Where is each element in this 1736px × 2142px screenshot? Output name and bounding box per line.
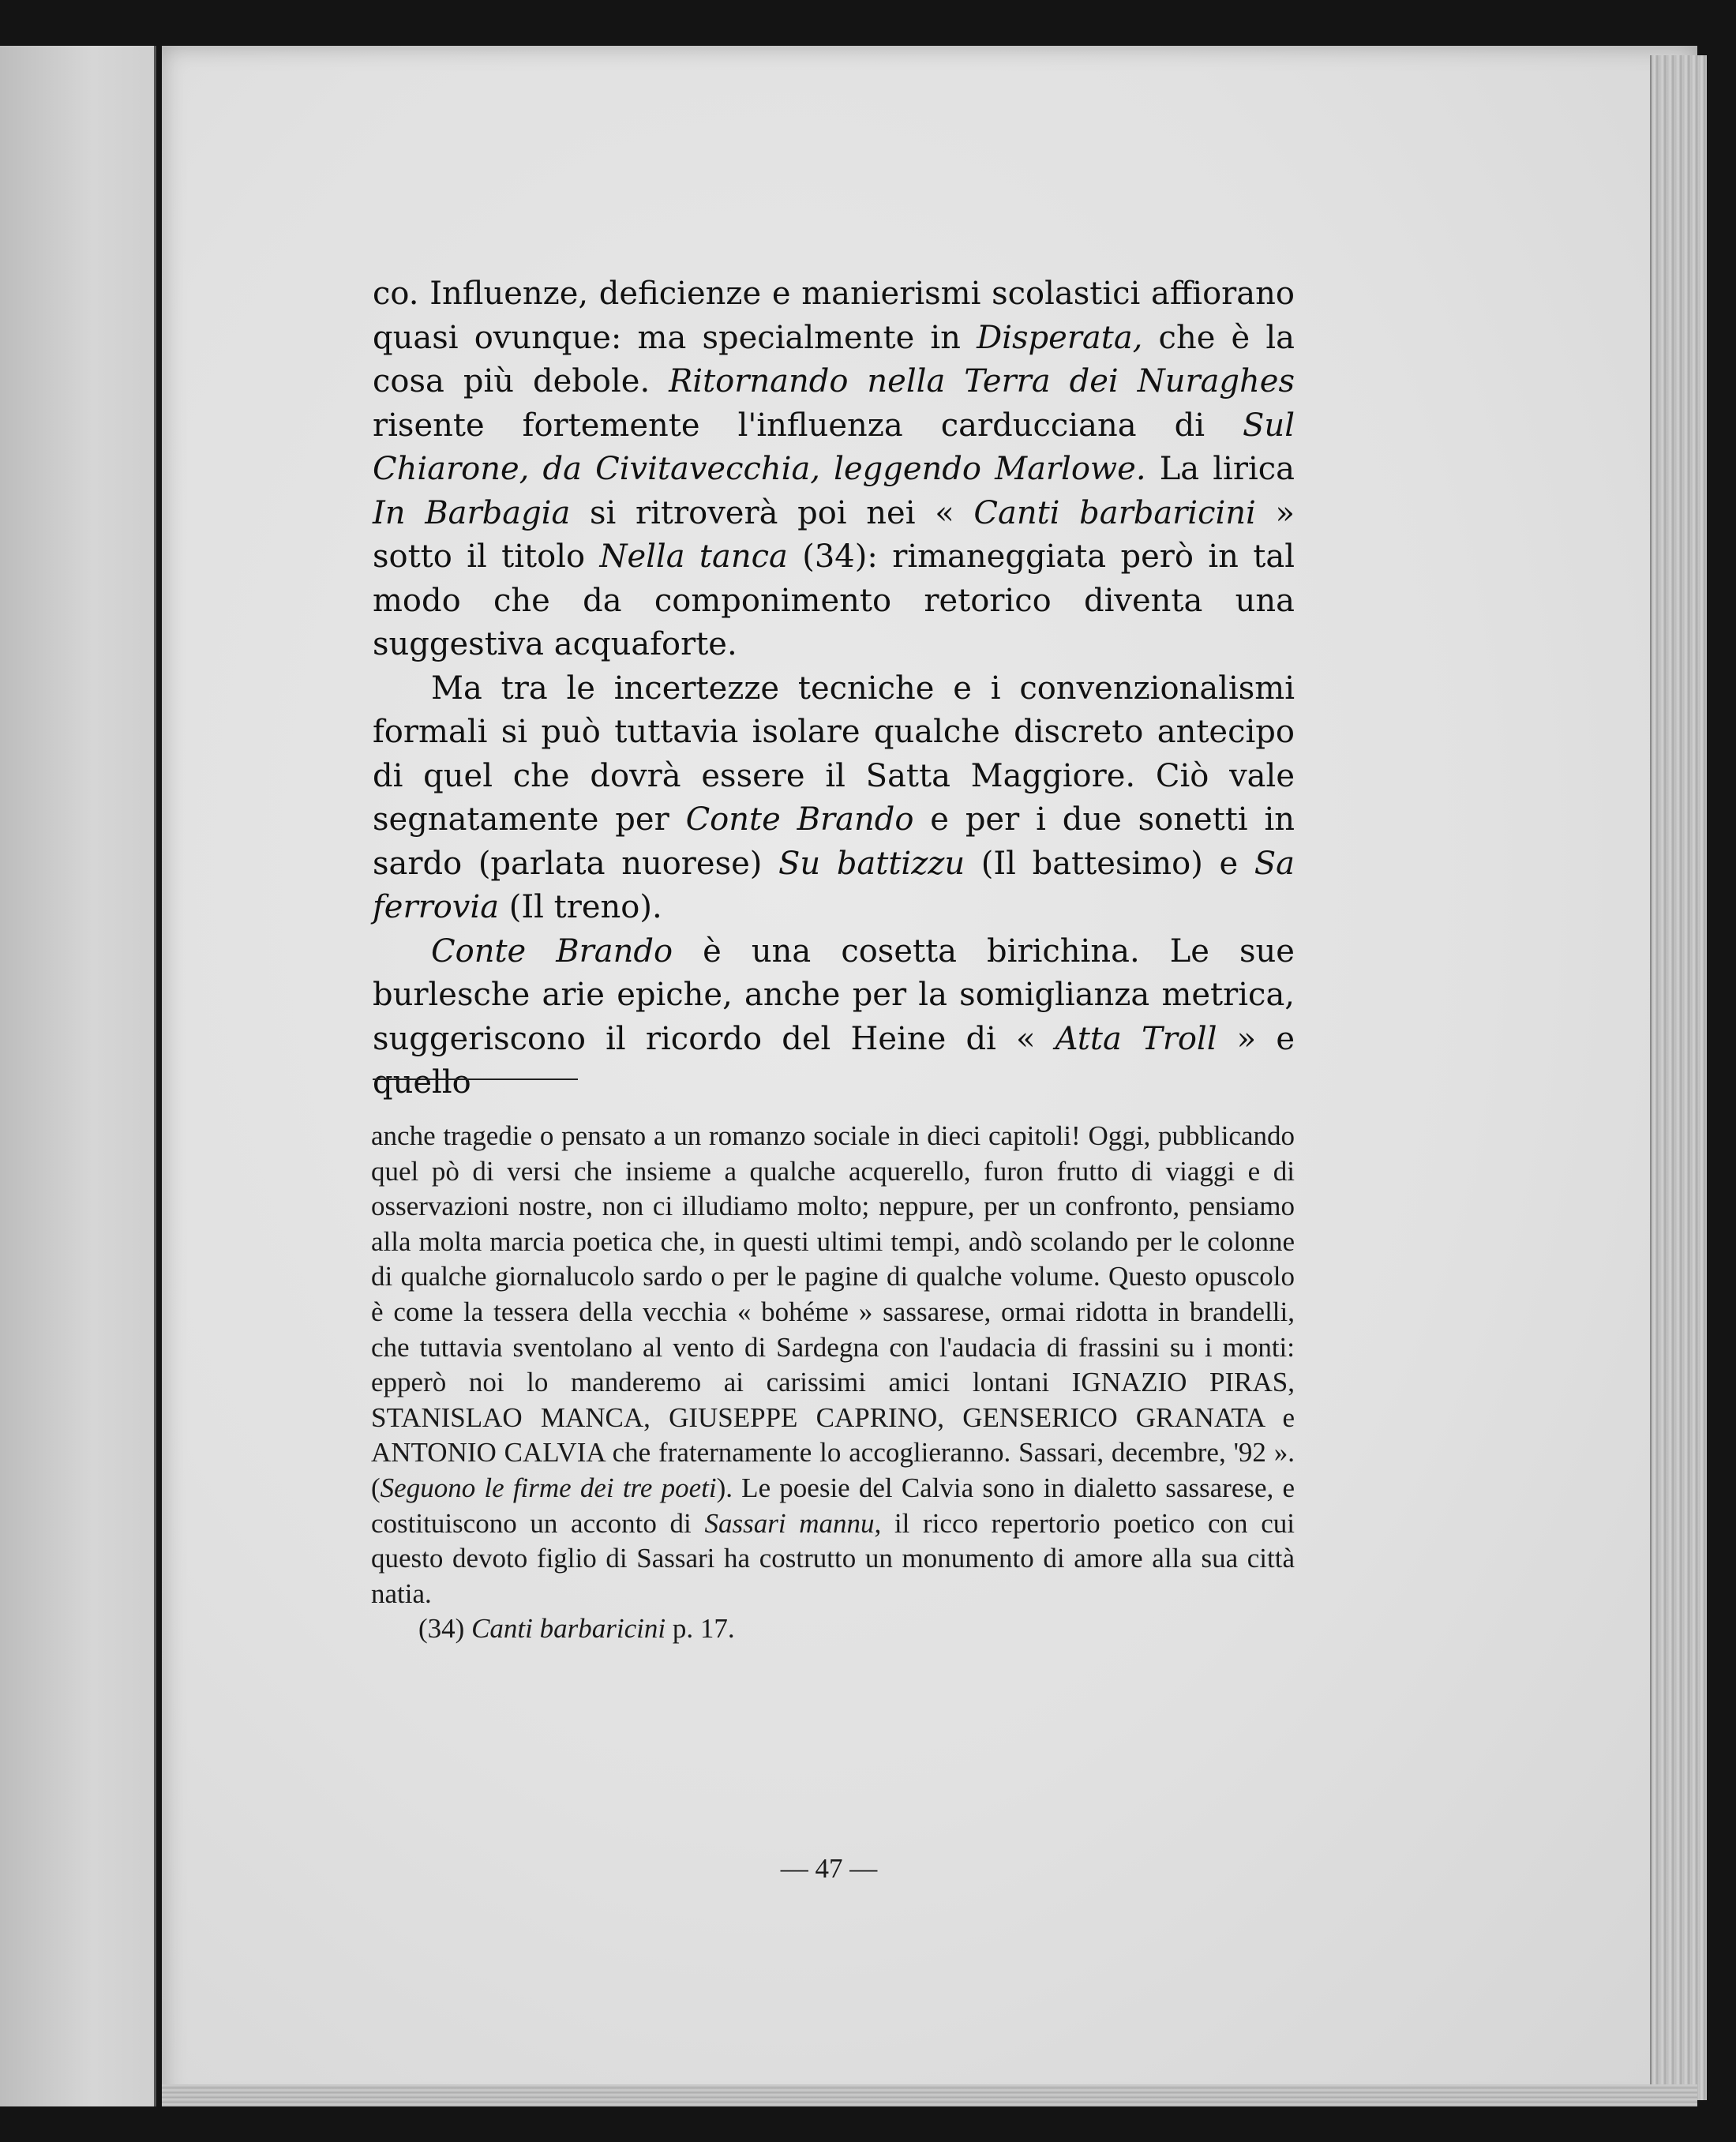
text-run: co. Influenze, deficienze e manierismi scolastici affiorano quasi ovunque: ma specialmente in: [373, 276, 1295, 356]
footnote-34: [371, 1611, 1295, 1647]
text-run: p. 17.: [666, 1613, 735, 1645]
footnotes: [371, 1119, 1295, 1647]
footnote-continuation: [371, 1119, 1295, 1611]
text-run: Ma tra le incertezze tecniche e i convenzionalismi formali si può tuttavia isolare qualche discreto antecipo di quel che dovrà essere il Satta Maggiore. Ciò vale segnatamente per: [373, 670, 1295, 838]
italic-title: Atta Troll: [1055, 1020, 1217, 1057]
paragraph-1: [373, 272, 1295, 667]
italic-title: Su battizzu: [778, 845, 965, 882]
text-run: ). Le poesie del Calvia sono in dialetto sassarese, e costituiscono un acconto di: [371, 1472, 1295, 1539]
text-run: (34): rimaneggiata però in tal modo che da componimento retorico diventa una suggestiva acquaforte.: [373, 538, 1295, 662]
text-run: La lirica: [1145, 451, 1295, 487]
text-run: » e quello: [373, 1020, 1295, 1101]
text-run: è una cosetta birichina. Le sue burlesche arie epiche, anche per la somiglianza metrica, suggeriscono il ricordo del Heine di «: [373, 932, 1295, 1057]
italic-title: Nella tanca: [599, 538, 788, 575]
italic-title: Disperata,: [977, 319, 1143, 356]
italic-title: Sul Chiarone, da Civitavecchia, leggendo Marlowe.: [373, 407, 1295, 487]
text-run: (Il treno).: [499, 889, 662, 925]
text-run: e per i due sonetti in sardo (parlata nuorese): [373, 801, 1295, 882]
previous-page-edge: [0, 46, 156, 2106]
text-run: anche tragedie o pensato a un romanzo sociale in dieci capitoli! Oggi, pubblicando quel pò di versi che insieme a qualche acquerello, furon frutto di viaggi e di osservazioni nostre, non ci illudiamo molto; neppure, per un confronto, pensiamo alla molta marcia poetica che, in questi ultimi tempi, andò scolando per le colonne di qualche giornalucolo sardo o per le pagine di qualche volume. Questo opuscolo è come la tessera della vecchia « bohéme » sassarese, ormai ridotta in brandelli, che tuttavia sventolano al vento di Sardegna con l'audacia di frassini su i monti: epperò noi lo manderemo ai carissimi amici lontani IGNAZIO PIRAS, STANISLAO MANCA, GIUSEPPE CAPRINO, GENSERICO GRANATA e ANTONIO CALVIA che fraternamente lo accoglieranno. Sassari, decembre, '92 ». (: [371, 1120, 1295, 1503]
text-run: » sotto il titolo: [373, 494, 1295, 575]
main-text: [373, 272, 1295, 1105]
italic-text: Seguono le firme dei tre poeti: [380, 1472, 717, 1503]
text-run: il ricco repertorio poetico con cui questo devoto figlio di Sassari ha costrutto un monumento di amore alla sua città natia.: [371, 1507, 1295, 1609]
page-stack-bottom: [162, 2084, 1697, 2106]
italic-title: Conte Brando: [685, 801, 914, 838]
italic-title: Conte Brando: [431, 932, 673, 970]
footnote-number: (34): [418, 1613, 472, 1645]
text-run: risente fortemente l'influenza carducciana di: [373, 407, 1243, 444]
text-run: (Il battesimo) e: [965, 845, 1254, 882]
page-stack-edge: [1650, 55, 1707, 2100]
italic-title: Ritornando nella Terra dei Nuraghes: [669, 363, 1295, 400]
page-number: — 47 —: [780, 1853, 878, 1884]
footnote-separator: [373, 1079, 578, 1080]
italic-title: Sa ferrovia: [373, 845, 1295, 925]
text-run: si ritroverà poi nei «: [570, 494, 974, 531]
text-run: che è la cosa più debole.: [373, 319, 1295, 400]
italic-title: Sassari mannu,: [704, 1507, 882, 1539]
paragraph-2: [373, 667, 1295, 930]
italic-title: Canti barbaricini: [973, 494, 1256, 531]
italic-title: Canti barbaricini: [471, 1613, 666, 1645]
italic-title: In Barbagia: [373, 494, 571, 531]
